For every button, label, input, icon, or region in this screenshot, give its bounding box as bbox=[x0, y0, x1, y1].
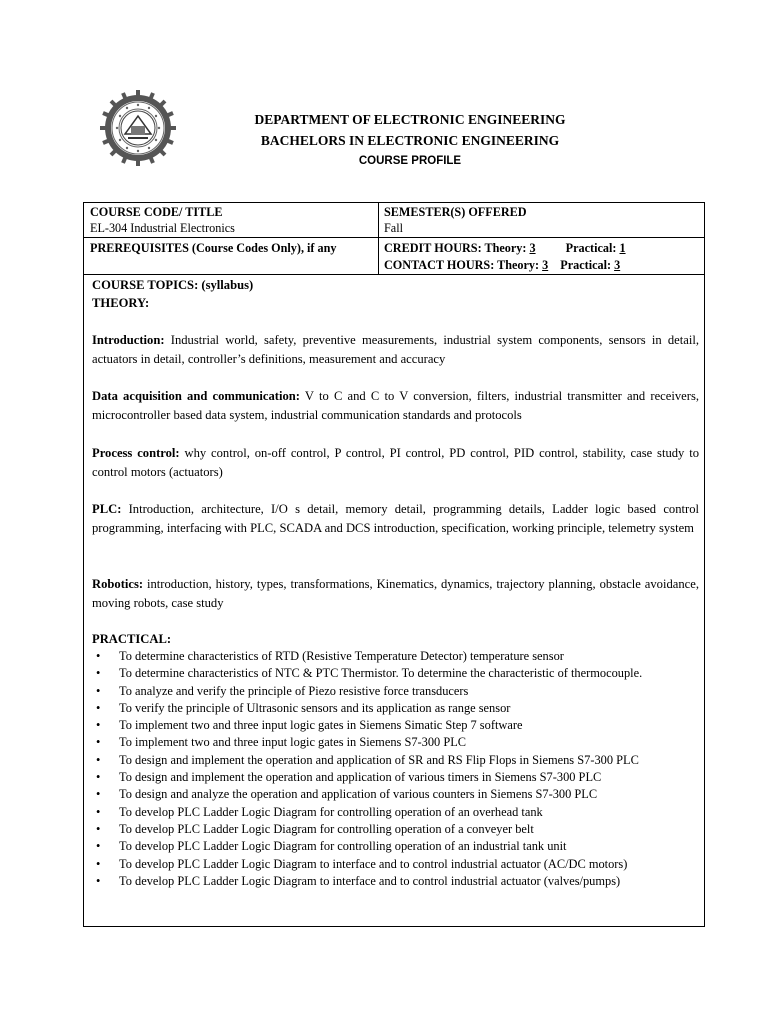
topic-data-acquisition bbox=[92, 387, 699, 425]
topic-robotics bbox=[92, 575, 699, 613]
credit-hours-label: CREDIT HOURS: Theory: bbox=[384, 241, 527, 255]
topic-title: PLC: bbox=[92, 502, 122, 516]
list-item: • To verify the principle of Ultrasonic sensors and its application as range sensor bbox=[92, 700, 699, 717]
bullet: • bbox=[96, 700, 101, 715]
row-divider bbox=[84, 237, 704, 238]
bullet: • bbox=[96, 821, 101, 836]
semester-label: SEMESTER(S) OFFERED bbox=[384, 205, 527, 219]
bullet: • bbox=[96, 873, 101, 888]
semester-value: Fall bbox=[384, 221, 403, 235]
credit-theory-value: 3 bbox=[529, 241, 536, 255]
topic-text: V to C and C to V conversion, filters, industrial transmitter and receivers, microcontroller based data system, industrial communication standards and protocols bbox=[92, 389, 699, 422]
program-heading: BACHELORS IN ELECTRONIC ENGINEERING bbox=[260, 133, 560, 148]
bullet: • bbox=[96, 735, 101, 750]
list-item: • To design and implement the operation and application of SR and RS Flip Flops in Siemens S7-300 PLC bbox=[92, 752, 699, 769]
list-item: • To develop PLC Ladder Logic Diagram for controlling operation of an industrial tank unit bbox=[92, 838, 699, 855]
practical-heading: PRACTICAL: bbox=[92, 632, 172, 646]
list-item: • To develop PLC Ladder Logic Diagram for controlling operation of a conveyer belt bbox=[92, 821, 699, 838]
contact-hours-label: CONTACT HOURS: Theory: bbox=[384, 258, 540, 272]
list-item: • To determine characteristics of NTC & PTC Thermistor. To determine the characteristic of thermocouple. bbox=[92, 665, 699, 682]
list-item: • To analyze and verify the principle of Piezo resistive force transducers bbox=[92, 683, 699, 700]
list-item: • To implement two and three input logic gates in Siemens Simatic Step 7 software bbox=[92, 717, 699, 734]
topic-title: Introduction: bbox=[92, 333, 165, 347]
prerequisites-label: PREREQUISITES (Course Codes Only), if any bbox=[90, 241, 337, 255]
list-item: • To design and analyze the operation and application of various counters in Siemens S7-300 PLC bbox=[92, 786, 699, 803]
bullet: • bbox=[96, 666, 101, 681]
topic-text: why control, on-off control, P control, PI control, PD control, PID control, stability, case study to control motors (actuators) bbox=[92, 446, 700, 479]
bullet: • bbox=[96, 752, 101, 767]
bullet: • bbox=[96, 683, 101, 698]
course-code-value: EL-304 Industrial Electronics bbox=[90, 221, 235, 235]
topic-title: Process control: bbox=[92, 446, 180, 460]
bullet: • bbox=[96, 839, 101, 854]
list-item: • To develop PLC Ladder Logic Diagram to interface and to control industrial actuator (valves/pumps) bbox=[92, 873, 699, 890]
theory-heading: THEORY: bbox=[92, 296, 150, 310]
topic-process-control bbox=[92, 444, 699, 482]
list-item: • To determine characteristics of RTD (Resistive Temperature Detector) temperature sensor bbox=[92, 648, 699, 665]
contact-practical-value: 3 bbox=[614, 258, 621, 272]
course-code-label: COURSE CODE/ TITLE bbox=[90, 205, 223, 219]
bullet: • bbox=[96, 718, 101, 733]
topic-title: Robotics: bbox=[92, 577, 144, 591]
list-item: • To design and implement the operation and application of various timers in Siemens S7-300 PLC bbox=[92, 769, 699, 786]
list-item: • To implement two and three input logic gates in Siemens S7-300 PLC bbox=[92, 734, 699, 751]
topic-title: Data acquisition and communication: bbox=[92, 389, 300, 403]
topic-text: Introduction, architecture, I/O s detail, memory detail, programming details, Ladder logic based control programming, interfacing with PLC, SCADA and DCS introduction, specification, working principle, telemetry system bbox=[92, 502, 699, 535]
row-divider bbox=[84, 274, 704, 275]
contact-theory-value: 3 bbox=[542, 258, 549, 272]
column-divider bbox=[378, 203, 379, 274]
credit-practical-value: 1 bbox=[619, 241, 626, 255]
credit-hours bbox=[384, 240, 626, 256]
bullet: • bbox=[96, 770, 101, 785]
topic-plc bbox=[92, 500, 699, 538]
course-topics-heading: COURSE TOPICS: (syllabus) bbox=[92, 278, 254, 292]
topic-introduction bbox=[92, 331, 699, 369]
bullet: • bbox=[96, 787, 101, 802]
practical-list bbox=[92, 648, 699, 890]
list-item: • To develop PLC Ladder Logic Diagram for controlling operation of an overhead tank bbox=[92, 804, 699, 821]
course-profile-table bbox=[83, 202, 705, 927]
bullet: • bbox=[96, 856, 101, 871]
bullet: • bbox=[96, 804, 101, 819]
bullet: • bbox=[96, 649, 101, 663]
topic-text: Industrial world, safety, preventive measurements, industrial system components, sensors in detail, actuators in detail, controller’s definitions, measurement and accuracy bbox=[92, 333, 699, 366]
topic-text: introduction, history, types, transformations, Kinematics, dynamics, trajectory planning, obstacle avoidance, moving robots, case study bbox=[92, 577, 699, 610]
list-item: • To develop PLC Ladder Logic Diagram to interface and to control industrial actuator (AC/DC motors) bbox=[92, 856, 699, 873]
contact-hours bbox=[384, 257, 620, 273]
credit-practical-label: Practical: bbox=[565, 241, 617, 255]
course-profile-heading: COURSE PROFILE bbox=[358, 155, 462, 167]
contact-practical-label: Practical: bbox=[560, 258, 612, 272]
department-heading: DEPARTMENT OF ELECTRONIC ENGINEERING bbox=[254, 112, 566, 127]
